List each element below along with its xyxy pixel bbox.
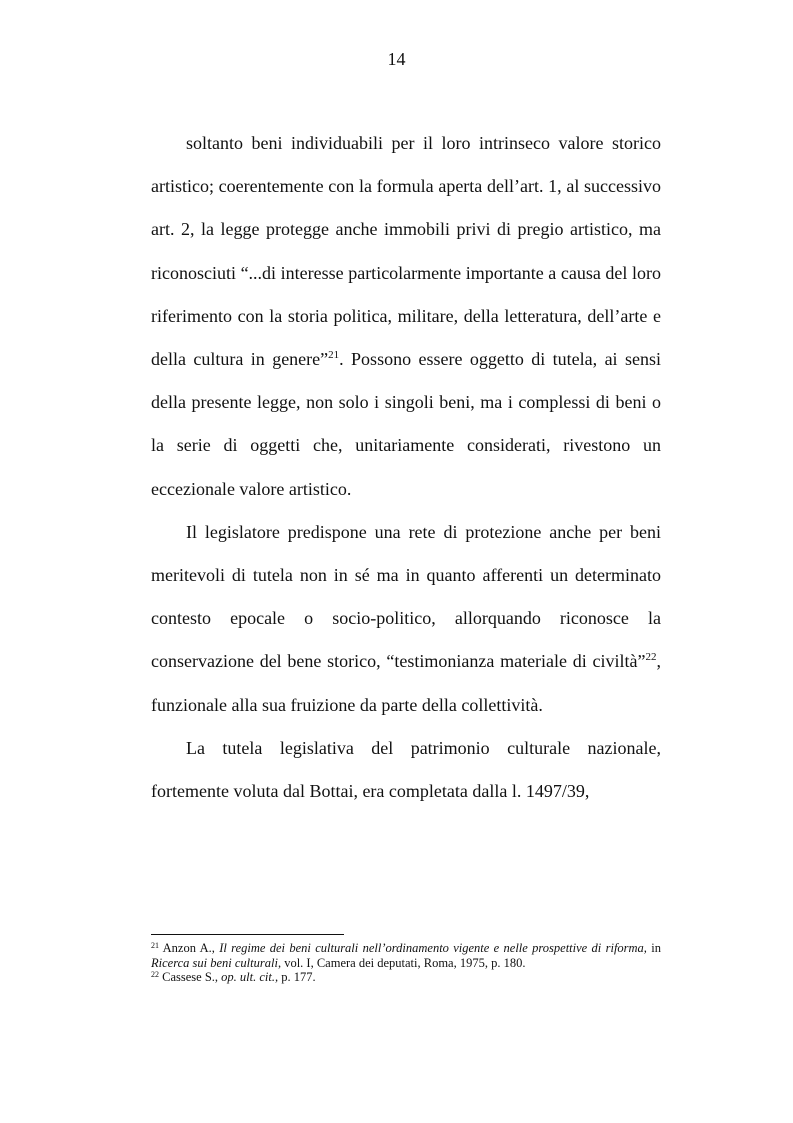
text-run: . Possono essere oggetto di tutela, ai sensi della presente legge, non solo i singoli beni, ma i complessi di beni o la serie di oggetti che, unitariamente considerati, rivestono un eccezionale valore artistico. <box>151 349 661 499</box>
page-number: 14 <box>387 49 406 69</box>
text-run: La tutela legislativa del patrimonio culturale nazionale, fortemente voluta dal Bottai, era completata dalla l. 1497/39, <box>151 737 661 802</box>
text-run: Cassese S., <box>159 970 222 984</box>
paragraph <box>151 727 661 813</box>
italic-title: Il regime dei beni culturali nell’ordinamento vigente e nelle prospettive di riforma, <box>219 941 647 955</box>
text-run: Anzon A., <box>159 941 220 955</box>
footnote <box>151 941 661 970</box>
footnote-ref: 21 <box>328 349 340 362</box>
text-run: in <box>646 941 661 955</box>
footnote-number: 22 <box>151 970 159 979</box>
text-run: , vol. I, Camera dei deputati, Roma, 1975, p. 180. <box>277 955 526 970</box>
footnote <box>151 970 661 985</box>
text-run: p. 177. <box>278 970 316 984</box>
italic-title: op. ult. cit., <box>221 970 279 984</box>
italic-title: Ricerca sui beni culturali <box>151 955 278 970</box>
footnote-separator <box>151 934 344 935</box>
text-run: , funzionale alla sua fruizione da parte della collettività. <box>151 651 661 715</box>
footnotes <box>151 941 661 985</box>
footnote-number: 21 <box>151 941 159 950</box>
text-run: soltanto beni individuabili per il loro intrinseco valore storico artistico; coerentemente con la formula aperta dell’art. 1, al successivo art. 2, la legge protegge anche immobili privi di pregio artistico, ma riconosciuti “...di interesse particolarmente importante a causa del loro riferimento con la storia politica, militare, della letteratura, dell’arte e della cultura in genere” <box>151 133 661 370</box>
paragraph <box>151 122 661 511</box>
text-run: Il legislatore predispone una rete di protezione anche per beni meritevoli di tutela non in sé ma in quanto afferenti un determinato contesto epocale o socio-politico, allorquando riconosce la conservazione del bene storico, “testimonianza materiale di civiltà” <box>151 521 661 672</box>
body-text <box>151 122 661 813</box>
footnote-ref: 22 <box>645 651 657 664</box>
paragraph <box>151 511 661 727</box>
